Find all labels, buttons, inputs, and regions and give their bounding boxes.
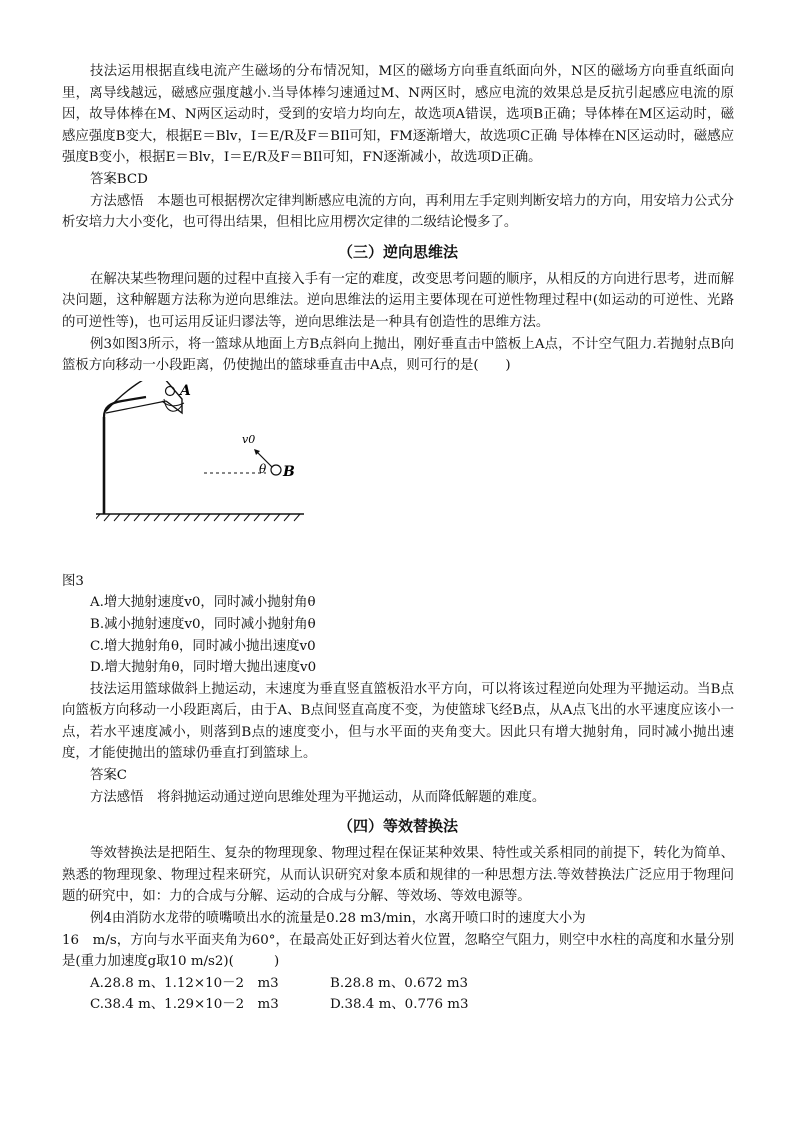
option-3c: C.增大抛射角θ，同时减小抛出速度v0 xyxy=(90,638,316,654)
option-3b: B.减小抛射速度v0，同时减小抛射角θ xyxy=(90,616,316,632)
option-4b: B.28.8 m、0.672 m3 xyxy=(330,975,469,991)
section-4-intro: 等效替换法是把陌生、复杂的物理现象、物理过程在保证某种效果、特性或关系相同的前提下，转化为简单、熟悉的物理现象、物理过程来研究，从而认识研究对象本质和规律的一种思想方法.等效替换法广泛应用于物理问题的研究中，如：力的合成与分解、运动的合成与分解、等效场、等效电源等。 xyxy=(62,846,734,905)
technique-paragraph-3: 技法运用篮球做斜上抛运动，末速度为垂直竖直篮板沿水平方向，可以将该过程逆向处理为平抛运动。当B点向篮板方向移动一小段距离后，由于A、B点间竖直高度不变，为使篮球飞经B点，从A点飞出的水平速度应该小一点，若水平速度减小，则落到B点的速度变小，但与水平面的夹角变大。因此只有增大抛射角，同时减小抛出速度，才能使抛出的篮球仍垂直打到篮球上。 xyxy=(62,681,734,762)
support-curve xyxy=(106,381,160,411)
option-3d: D.增大抛射角θ，同时增大抛出速度v0 xyxy=(90,660,317,676)
section-3-intro: 在解决某些物理问题的过程中直接入手有一定的难度，改变思考问题的顺序，从相反的方向进行思考，进而解决问题，这种解题方法称为逆向思维法。逆向思维法的运用主要体现在可逆性物理过程中(如运动的可逆性、光路的可逆性等)，也可运用反证归谬法等，逆向思维法是一种具有创造性的思维方法。 xyxy=(62,271,734,330)
point-b-label: B xyxy=(283,463,295,480)
ball-at-a xyxy=(166,386,175,395)
method-insight-1: 方法感悟 本题也可根据楞次定律判断感应电流的方向，再利用左手定则判断安培力的方向，用安培力公式分析安培力大小变化，也可得出结果，但相比应用楞次定律的二级结论慢多了。 xyxy=(62,193,734,231)
option-4d: D.38.4 m、0.776 m3 xyxy=(330,997,469,1013)
method-insight-3: 方法感悟 将斜抛运动通过逆向思维处理为平抛运动，从而降低解题的难度。 xyxy=(90,789,546,805)
ball-at-b xyxy=(271,465,281,475)
options-4-row2 xyxy=(62,994,734,1016)
theta-label: θ xyxy=(259,461,267,476)
option-3a: A.增大抛射速度v0，同时减小抛射角θ xyxy=(90,595,316,611)
example-4-question-line1: 例4由消防水龙带的喷嘴喷出水的流量是0.28 m3/min，水离开喷口时的速度大小为 xyxy=(90,911,586,927)
example-3-question: 例3如图3所示，将一篮球从地面上方B点斜向上抛出，刚好垂直击中篮板上A点，不计空气阻力.若抛射点B向篮板方向移动一小段距离，仍使抛出的篮球垂直击中A点，则可行的是( ) xyxy=(62,336,734,374)
answer-1: 答案BCD xyxy=(90,171,148,187)
ground-hatching xyxy=(96,514,300,521)
document-page xyxy=(62,61,734,1016)
section-heading-4: （四）等效替换法 xyxy=(337,817,458,836)
options-4-row1 xyxy=(62,973,734,995)
option-4a: A.28.8 m、1.12×10－2 m3 xyxy=(90,975,279,991)
section-heading-3: （三）逆向思维法 xyxy=(337,242,458,261)
v0-label: v0 xyxy=(242,432,256,446)
example-4-question-line2: 16 m/s，方向与水平面夹角为60°，在最高处正好到达着火位置，忽略空气阻力，则空中水柱的高度和水量分别是(重力加速度g取10 m/s2)( ) xyxy=(62,932,734,970)
backboard xyxy=(158,381,182,413)
technique-paragraph-1: 技法运用根据直线电流产生磁场的分布情况知，M区的磁场方向垂直纸面向外，N区的磁场方向垂直纸面向里，离导线越远，磁感应强度越小.当导体棒匀速通过M、N两区时，感应电流的效果总是反抗引起感应电流的原因，故导体棒在M、N两区运动时，受到的安培力均向左，故选项A错误，选项B正确；导体棒在M区运动时，磁感应强度B变大，根据E＝Blv，I＝E/R及F＝BIl可知，FM逐渐增大，故选项C正确 导体棒在N区运动时，磁感应强度B变小，根据E＝Blv，I＝E/R及F＝BIl可知，FN逐渐减小，故选项D正确。 xyxy=(62,64,734,166)
figure-3-basketball-diagram xyxy=(62,379,734,571)
answer-3: 答案C xyxy=(90,768,128,784)
basketball-diagram xyxy=(96,381,336,571)
option-4c: C.38.4 m、1.29×10－2 m3 xyxy=(90,997,279,1013)
figure-3-caption: 图3 xyxy=(62,573,84,589)
point-a-label: A xyxy=(180,382,191,399)
